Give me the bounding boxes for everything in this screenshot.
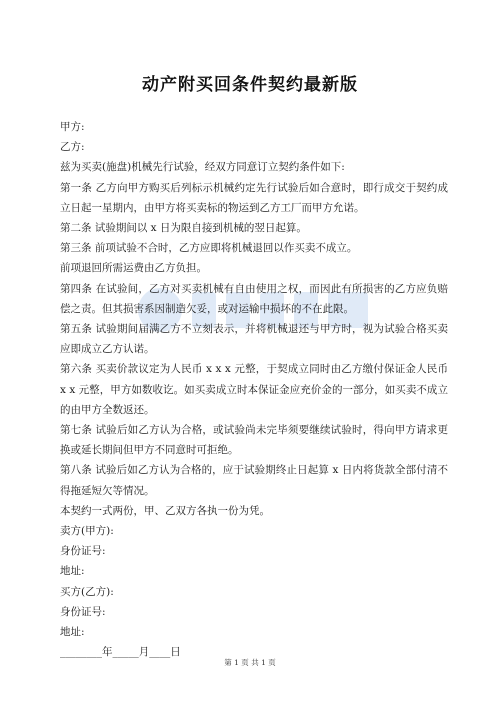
document-title: 动产附买回条件契约最新版: [142, 75, 358, 95]
closing-paragraph: 本契约一式两份，甲、乙双方各执一份为凭。: [60, 504, 270, 517]
buyer-id-label: 身份证号:: [60, 605, 106, 618]
article-6: 第六条 买卖价款议定为人民币 x x x 元整，于契成立同时由乙方缴付保证金人民币 x x 元整，甲方如数收讫。如买卖成立时本保证金应充价金的一部分，如买卖不成立的由甲方全数返还。: [60, 363, 448, 416]
date-line: ________年_____月____日: [60, 646, 181, 659]
article-8: 第八条 试验后如乙方认为合格的，应于试验期终止日起算 x 日内将货款全部付清不得拖延短欠等情况。: [60, 464, 448, 497]
article-3: 第三条 前项试验不合时，乙方应即将机械退回以作买卖不成立。: [60, 242, 358, 255]
seller-id-label: 身份证号:: [60, 545, 106, 558]
article-5: 第五条 试验期间届满乙方不立刻表示，并将机械退还与甲方时，视为试验合格买卖应即成立乙方认诺。: [60, 323, 448, 356]
intro-paragraph: 兹为买卖(施盘)机械先行试验，经双方同意订立契约条件如下:: [60, 161, 345, 174]
article-3-note: 前项退回所需运费由乙方负担。: [60, 262, 207, 275]
seller-address-label: 地址:: [60, 565, 85, 578]
seller-label: 卖方(甲方):: [60, 525, 114, 538]
article-4: 第四条 在试验间，乙方对买卖机械有自由使用之权，而因此有所损害的乙方应负赔偿之责。但其损害系因制造欠妥，或对运输中损坏的不在此限。: [60, 282, 448, 315]
document-body: [60, 117, 448, 662]
buyer-label: 买方(乙方):: [60, 585, 114, 598]
page-number-footer: 第 1 页 共 1 页: [224, 658, 276, 667]
party-a-line: 甲方:: [60, 121, 85, 133]
article-7: 第七条 试验后如乙方认为合格，或试验尚未完毕须要继续试验时，得向甲方请求更换或延长期间但甲方不同意时可拒绝。: [60, 424, 448, 457]
buyer-address-label: 地址:: [60, 626, 85, 639]
article-1: 第一条 乙方向甲方购买后列标示机械约定先行试验后如合意时，即行成交于契约成立日起一星期内，由甲方将买卖标的物运到乙方工厂而甲方允诺。: [60, 181, 448, 214]
article-2: 第二条 试验期间以 x 日为限自接到机械的翌日起算。: [60, 222, 307, 235]
party-b-line: 乙方:: [60, 141, 85, 154]
